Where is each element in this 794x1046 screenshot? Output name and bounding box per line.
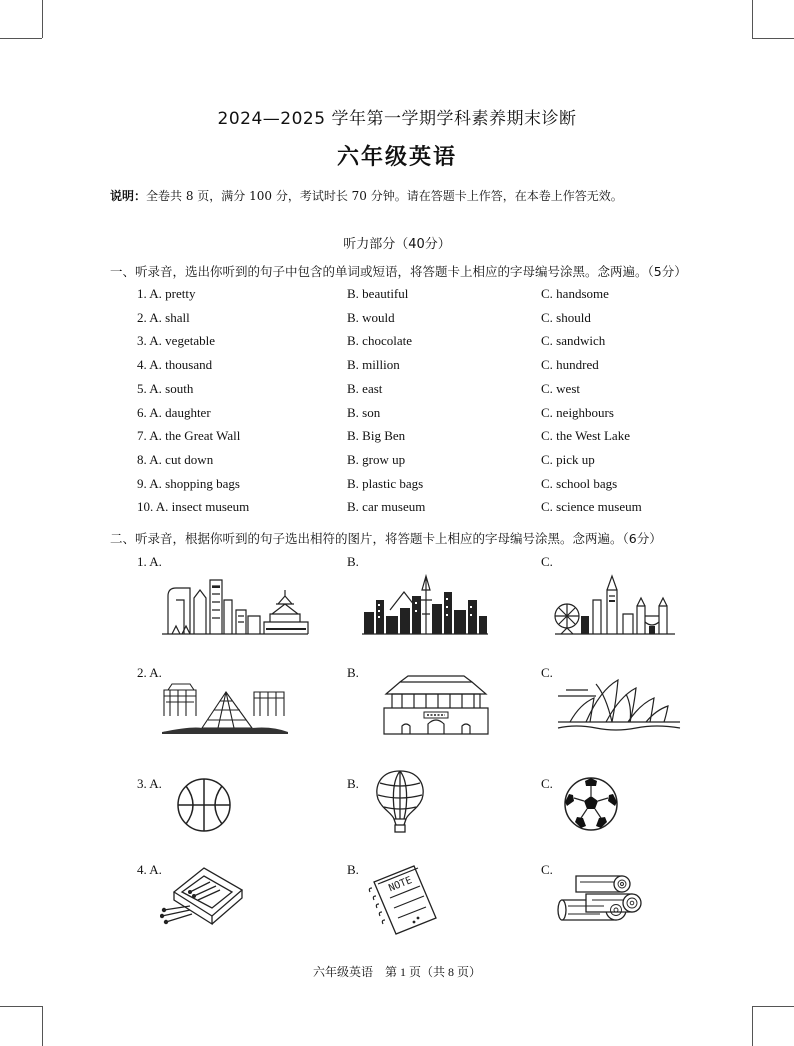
q4-option-a: 4. A. thousand: [137, 357, 213, 372]
football-icon: [563, 774, 619, 834]
q1-option-a: 1. A. pretty: [137, 286, 196, 301]
instructions-label: 说明：: [110, 189, 147, 203]
q4-option-b: B. million: [347, 357, 400, 372]
q4-option-c-label: C.: [541, 862, 553, 877]
q7-option-a: 7. A. the Great Wall: [137, 428, 241, 443]
q5-option-c: C. west: [541, 381, 580, 396]
q1-option-c-label: C.: [541, 554, 553, 569]
q1-option-a-label: 1. A.: [137, 554, 162, 569]
listening-part-heading: 听力部分（40分）: [343, 237, 451, 252]
q5-option-b: B. east: [347, 381, 383, 396]
q3-option-c: C. sandwich: [541, 333, 606, 348]
q9-option-c: C. school bags: [541, 476, 618, 491]
exam-title: 2024—2025 学年第一学期学科素养期末诊断: [217, 109, 577, 129]
exam-instructions: [110, 187, 623, 204]
q10-option-b: B. car museum: [347, 499, 426, 514]
section1-instruction: 一、听录音，选出你听到的句子中包含的单词或短语，将答题卡上相应的字母编号涂黑。念两遍。（5分）: [110, 264, 687, 279]
q2-option-a: 2. A. shall: [137, 310, 190, 325]
hot-air-balloon-icon: [372, 769, 428, 833]
q10-option-c: C. science museum: [541, 499, 642, 514]
q4-option-a-label: 4. A.: [137, 862, 162, 877]
q1-option-b: B. beautiful: [347, 286, 409, 301]
logs-icon: [556, 868, 646, 930]
sydney-opera-house-icon: [556, 676, 682, 734]
q3-option-b-label: B.: [347, 776, 359, 791]
page-footer: 六年级英语 第 1 页（共 8 页）: [312, 965, 481, 979]
q9-option-a: 9. A. shopping bags: [137, 476, 240, 491]
q2-option-c-label: C.: [541, 665, 553, 680]
q6-option-b: B. son: [347, 405, 381, 420]
tiananmen-icon: [380, 672, 492, 738]
q7-option-b: B. Big Ben: [347, 428, 406, 443]
section2-instruction: 二、听录音，根据你听到的句子选出相符的图片，将答题卡上相应的字母编号涂黑。念两遍。（6分）: [110, 531, 662, 546]
q6-option-a: 6. A. daughter: [137, 405, 211, 420]
beijing-skyline-icon: [160, 570, 310, 636]
louvre-pyramid-icon: [162, 676, 288, 738]
london-skyline-icon: [553, 570, 677, 636]
q3-option-c-label: C.: [541, 776, 553, 791]
q3-option-a-label: 3. A.: [137, 776, 162, 791]
q2-option-b-label: B.: [347, 665, 359, 680]
notebook-note-text: NOTE: [387, 875, 414, 895]
q10-option-a: 10. A. insect museum: [137, 499, 250, 514]
matchbox-icon: [160, 862, 244, 930]
q3-option-a: 3. A. vegetable: [137, 333, 215, 348]
q4-option-c: C. hundred: [541, 357, 599, 372]
q9-option-b: B. plastic bags: [347, 476, 424, 491]
tokyo-skyline-icon: [360, 570, 490, 636]
q5-option-a: 5. A. south: [137, 381, 194, 396]
q3-option-b: B. chocolate: [347, 333, 412, 348]
q1-option-b-label: B.: [347, 554, 359, 569]
basketball-icon: [174, 777, 234, 833]
q8-option-b: B. grow up: [347, 452, 406, 467]
q2-option-b: B. would: [347, 310, 395, 325]
instructions-text: 全卷共 8 页，满分 100 分，考试时长 70 分钟。请在答题卡上作答，在本卷上作答无效。: [146, 189, 623, 203]
q8-option-c: C. pick up: [541, 452, 595, 467]
notebook-icon: [368, 862, 442, 938]
q8-option-a: 8. A. cut down: [137, 452, 214, 467]
exam-subject: 六年级英语: [336, 144, 457, 170]
q2-option-c: C. should: [541, 310, 591, 325]
q6-option-c: C. neighbours: [541, 405, 614, 420]
q4-option-b-label: B.: [347, 862, 359, 877]
q2-option-a-label: 2. A.: [137, 665, 162, 680]
q7-option-c: C. the West Lake: [541, 428, 630, 443]
q1-option-c: C. handsome: [541, 286, 609, 301]
